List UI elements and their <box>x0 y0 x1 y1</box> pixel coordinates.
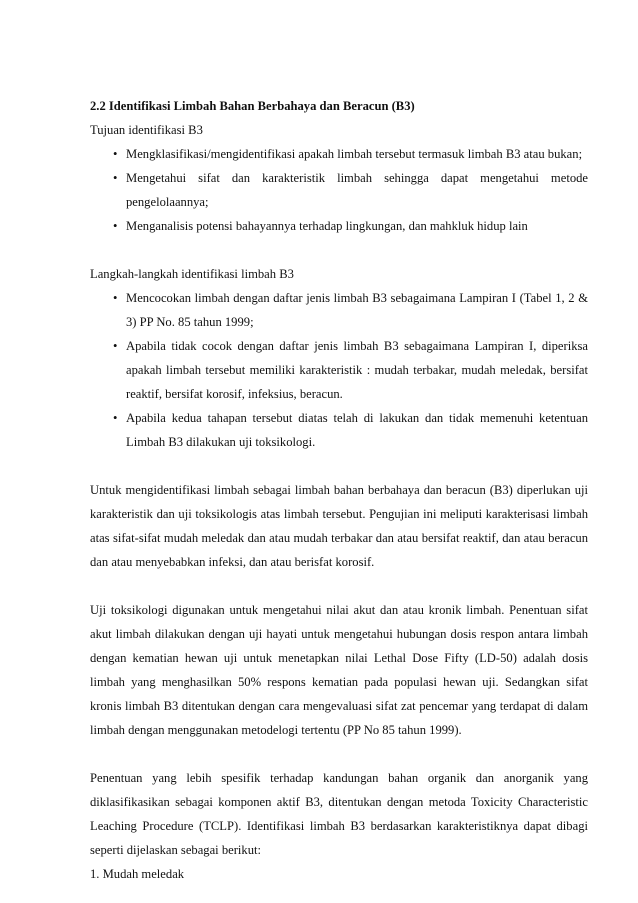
bullet-icon: • <box>113 171 118 185</box>
spacer <box>90 574 588 598</box>
tujuan-list <box>90 142 588 238</box>
spacer <box>90 454 588 478</box>
langkah-item-text: Apabila tidak cocok dengan daftar jenis limbah B3 sebagaimana Lampiran I, diperiksa apakah limbah tersebut memiliki karakteristik : mudah terbakar, mudah meledak, bersifat reaktif, bersifat korosif, infeksius, beracun. <box>126 339 588 401</box>
tujuan-label: Tujuan identifikasi B3 <box>90 123 203 137</box>
spacer <box>90 742 588 766</box>
langkah-item-text: Mencocokan limbah dengan daftar jenis limbah B3 sebagaimana Lampiran I (Tabel 1, 2 & 3) PP No. 85 tahun 1999; <box>126 291 588 329</box>
paragraph-identification: Untuk mengidentifikasi limbah sebagai limbah bahan berbahaya dan beracun (B3) diperlukan uji karakteristik dan uji toksikologis atas limbah tersebut. Pengujian ini meliputi karakterisasi limbah atas sifat-sifat mudah meledak dan atau mudah terbakar dan atau bersifat reaktif, dan atau beracun dan atau menyebabkan infeksi, dan atau berisfat korosif. <box>90 483 588 569</box>
bullet-icon: • <box>113 339 118 353</box>
langkah-item <box>90 334 588 406</box>
numbered-item: 1. Mudah meledak <box>90 867 185 881</box>
spacer <box>90 238 588 262</box>
langkah-item-text: Apabila kedua tahapan tersebut diatas telah di lakukan dan tidak memenuhi ketentuan Limbah B3 dilakukan uji toksikologi. <box>126 411 588 449</box>
langkah-item <box>90 406 588 454</box>
tujuan-item-text: Mengetahui sifat dan karakteristik limbah sehingga dapat mengetahui metode pengelolaannya; <box>126 171 588 209</box>
bullet-icon: • <box>113 147 118 161</box>
tujuan-item-text: Mengklasifikasi/mengidentifikasi apakah limbah tersebut termasuk limbah B3 atau bukan; <box>126 147 583 161</box>
tujuan-item <box>90 166 588 214</box>
bullet-icon: • <box>113 219 118 233</box>
bullet-icon: • <box>113 411 118 425</box>
document-page <box>90 94 588 886</box>
langkah-list <box>90 286 588 454</box>
tujuan-item <box>90 214 588 238</box>
paragraph-tclp: Penentuan yang lebih spesifik terhadap kandungan bahan organik dan anorganik yang diklasifikasikan sebagai komponen aktif B3, ditentukan dengan metoda Toxicity Characteristic Leaching Procedure (TCLP). Identifikasi limbah B3 berdasarkan karakteristiknya dapat dibagi seperti dijelaskan sebagai berikut: <box>90 771 588 857</box>
paragraph-toxicology: Uji toksikologi digunakan untuk mengetahui nilai akut dan atau kronik limbah. Penentuan sifat akut limbah dilakukan dengan uji hayati untuk mengetahui hubungan dosis respon antara limbah dengan kematian hewan uji untuk menetapkan nilai Lethal Dose Fifty (LD-50) adalah dosis limbah yang menghasilkan 50% respons kematian pada populasi hewan uji. Sedangkan sifat kronis limbah B3 ditentukan dengan cara mengevaluasi sifat zat pencemar yang terdapat di dalam limbah dengan menggunakan metodelogi tertentu (PP No 85 tahun 1999). <box>90 603 588 737</box>
langkah-label: Langkah-langkah identifikasi limbah B3 <box>90 267 294 281</box>
tujuan-item <box>90 142 588 166</box>
bullet-icon: • <box>113 291 118 305</box>
section-heading: 2.2 Identifikasi Limbah Bahan Berbahaya dan Beracun (B3) <box>90 99 415 113</box>
tujuan-item-text: Menganalisis potensi bahayannya terhadap lingkungan, dan mahkluk hidup lain <box>126 219 528 233</box>
langkah-item <box>90 286 588 334</box>
